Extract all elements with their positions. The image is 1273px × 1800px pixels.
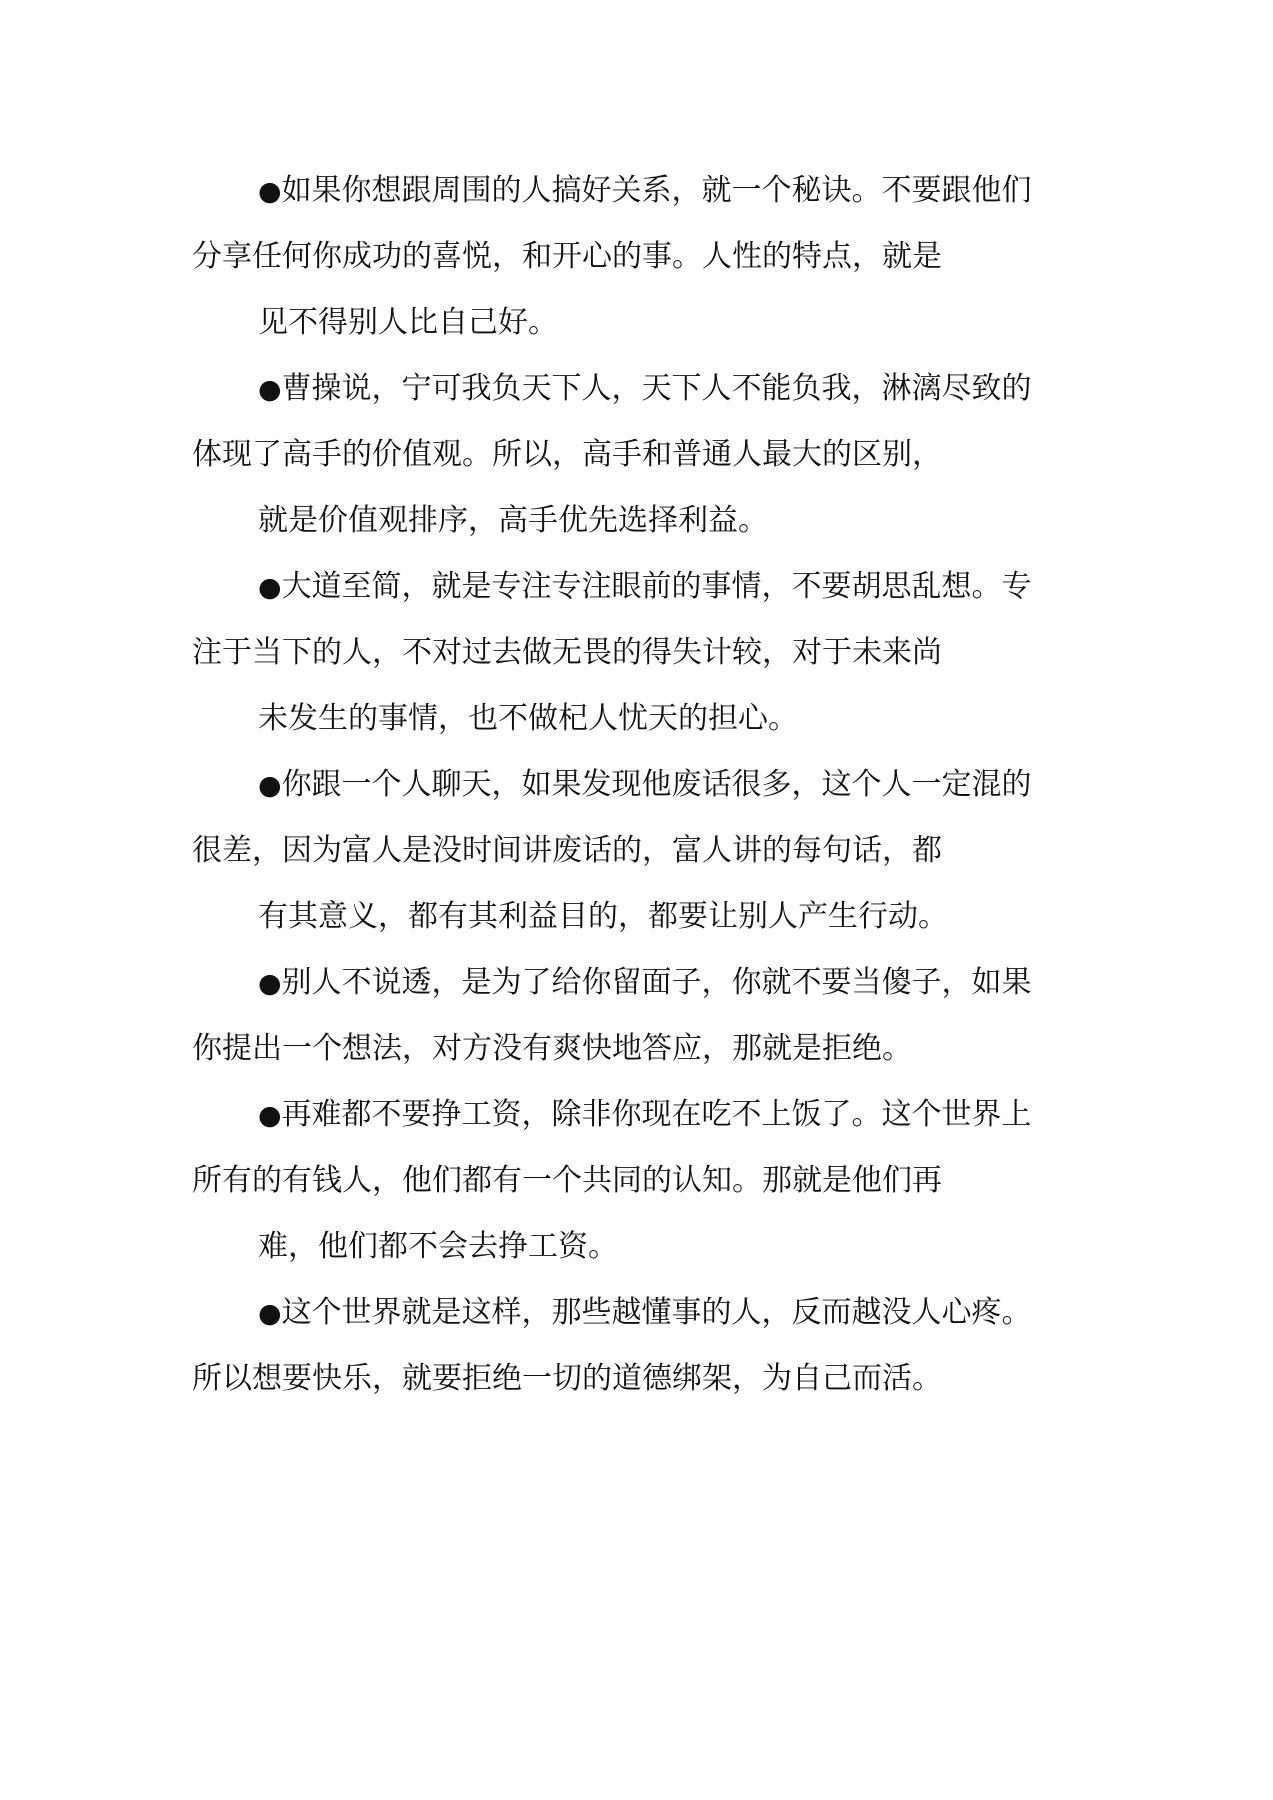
paragraph-3-line-2: 注于当下的人，不对过去做无畏的得失计较，对于未来尚	[192, 635, 942, 670]
paragraph-5-text-1: 别人不说透，是为了给你留面子，你就不要当傻子，如果	[281, 965, 1032, 1000]
bullet-icon: ●	[258, 176, 282, 207]
bullet-icon: ●	[258, 374, 282, 405]
paragraph-6-line-1	[192, 1082, 1092, 1148]
paragraph-4-text-1: 你跟一个人聊天，如果发现他废话很多，这个人一定混的	[281, 767, 1032, 802]
paragraph-4-line-2: 很差，因为富人是没时间讲废话的，富人讲的每句话，都	[192, 833, 942, 868]
bullet-icon: ●	[258, 572, 282, 603]
paragraph-6-line-2: 所有的有钱人，他们都有一个共同的认知。那就是他们再	[192, 1163, 942, 1198]
paragraph-3-line-1	[192, 554, 1092, 620]
bullet-icon: ●	[258, 770, 282, 801]
paragraph-7-text-1: 这个世界就是这样，那些越懂事的人，反而越没人心疼。	[281, 1295, 1032, 1330]
paragraph-3-text-1: 大道至简，就是专注专注眼前的事情，不要胡思乱想。专	[281, 569, 1032, 604]
paragraph-5-line-1	[192, 950, 1092, 1016]
bullet-icon: ●	[258, 1100, 282, 1131]
paragraph-1-line-3: 见不得别人比自己好。	[258, 305, 558, 340]
paragraph-6-line-3: 难，他们都不会去挣工资。	[258, 1229, 618, 1264]
paragraph-4-line-3: 有其意义，都有其利益目的，都要让别人产生行动。	[258, 899, 948, 934]
paragraph-4-line-1	[192, 752, 1092, 818]
paragraph-1-line-2: 分享任何你成功的喜悦，和开心的事。人性的特点，就是	[192, 239, 942, 274]
paragraph-5-line-2: 你提出一个想法，对方没有爽快地答应，那就是拒绝。	[192, 1031, 912, 1066]
bullet-icon: ●	[258, 1298, 282, 1329]
paragraph-2-text-1: 曹操说，宁可我负天下人，天下人不能负我，淋漓尽致的	[281, 371, 1032, 406]
paragraph-2-line-3: 就是价值观排序，高手优先选择利益。	[258, 503, 768, 538]
paragraph-7-line-1	[192, 1280, 1092, 1346]
paragraph-1-line-1	[192, 158, 1092, 224]
paragraph-2-line-1	[192, 356, 1092, 422]
paragraph-7-line-2: 所以想要快乐，就要拒绝一切的道德绑架，为自己而活。	[192, 1361, 942, 1396]
paragraph-1-text-1: 如果你想跟周围的人搞好关系，就一个秘诀。不要跟他们	[281, 173, 1032, 208]
paragraph-6-text-1: 再难都不要挣工资，除非你现在吃不上饭了。这个世界上	[281, 1097, 1032, 1132]
paragraph-2-line-2: 体现了高手的价值观。所以，高手和普通人最大的区别，	[192, 437, 942, 472]
bullet-icon: ●	[258, 968, 282, 999]
document-body	[192, 158, 1092, 1412]
paragraph-3-line-3: 未发生的事情，也不做杞人忧天的担心。	[258, 701, 798, 736]
